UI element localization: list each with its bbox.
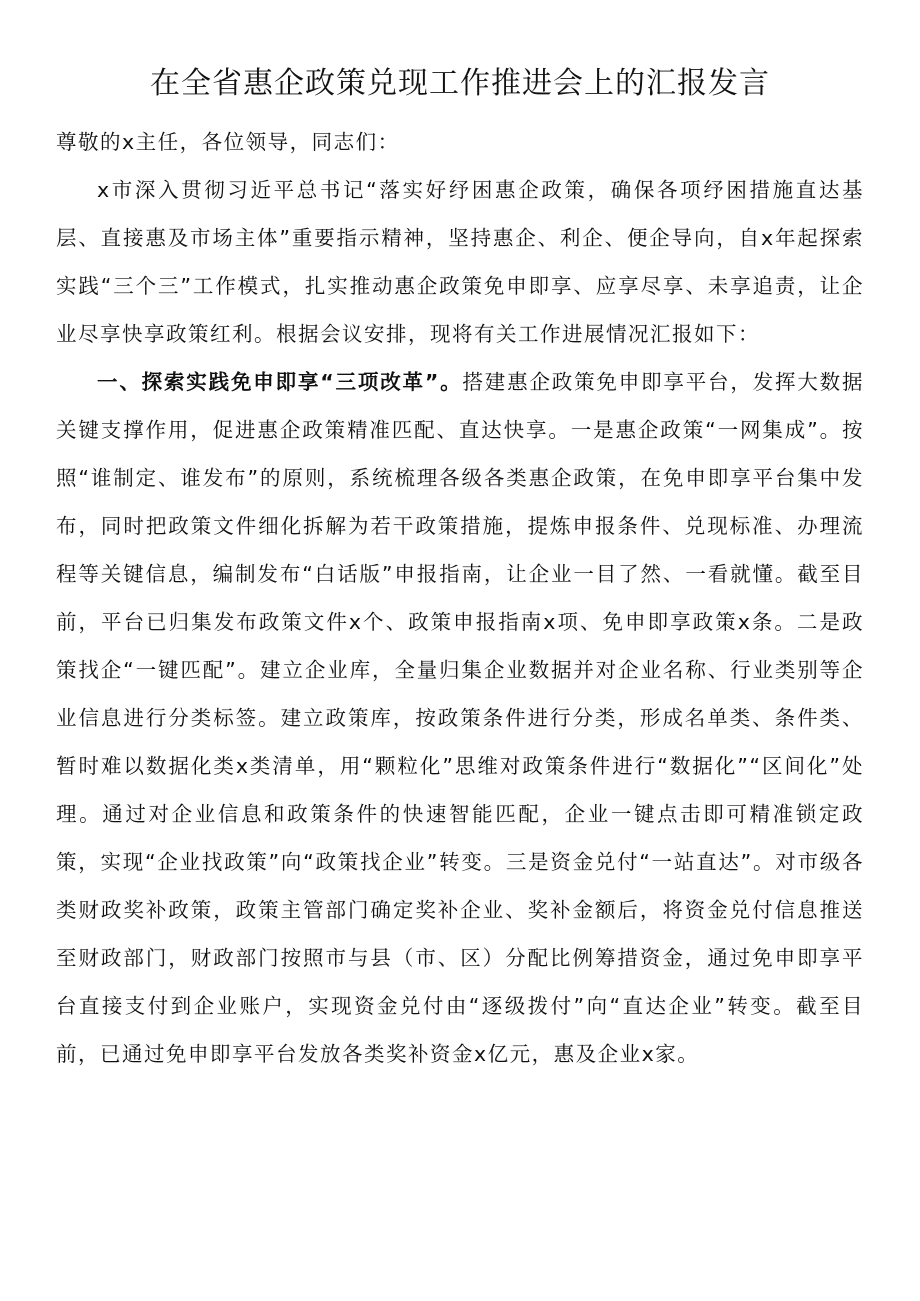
- intro-paragraph: x市深入贯彻习近平总书记“落实好纾困惠企政策，确保各项纾困措施直达基层、直接惠及市场主体”重要指示精神，坚持惠企、利企、便企导向，自x年起探索实践“三个三”工作模式，扎实推动惠企政策免申即享、应享尽享、未享追责，让企业尽享快享政策红利。根据会议安排，现将有关工作进展情况汇报如下：: [56, 178, 864, 346]
- salutation: 尊敬的x主任，各位领导，同志们：: [56, 130, 400, 154]
- section-one-paragraph: [56, 358, 864, 1078]
- section-one-heading: 一、探索实践免申即享“三项改革”。: [97, 370, 463, 394]
- document-body: [56, 118, 864, 1078]
- section-one-text: 搭建惠企政策免申即享平台，发挥大数据关键支撑作用，促进惠企政策精准匹配、直达快享。一是惠企政策“一网集成”。按照“谁制定、谁发布”的原则，系统梳理各级各类惠企政策，在免申即享平台集中发布，同时把政策文件细化拆解为若干政策措施，提炼申报条件、兑现标准、办理流程等关键信息，编制发布“白话版”申报指南，让企业一目了然、一看就懂。截至目前，平台已归集发布政策文件x个、政策申报指南x项、免申即享政策x条。二是政策找企“一键匹配”。建立企业库，全量归集企业数据并对企业名称、行业类别等企业信息进行分类标签。建立政策库，按政策条件进行分类，形成名单类、条件类、暂时难以数据化类x类清单，用“颗粒化”思维对政策条件进行“数据化”“区间化”处理。通过对企业信息和政策条件的快速智能匹配，企业一键点击即可精准锁定政策，实现“企业找政策”向“政策找企业”转变。三是资金兑付“一站直达”。对市级各类财政奖补政策，政策主管部门确定奖补企业、奖补金额后，将资金兑付信息推送至财政部门，财政部门按照市与县（市、区）分配比例筹措资金，通过免申即享平台直接支付到企业账户，实现资金兑付由“逐级拨付”向“直达企业”转变。截至目前，已通过免申即享平台发放各类奖补资金x亿元，惠及企业x家。: [56, 370, 865, 1066]
- document-title: 在全省惠企政策兑现工作推进会上的汇报发言: [150, 66, 770, 101]
